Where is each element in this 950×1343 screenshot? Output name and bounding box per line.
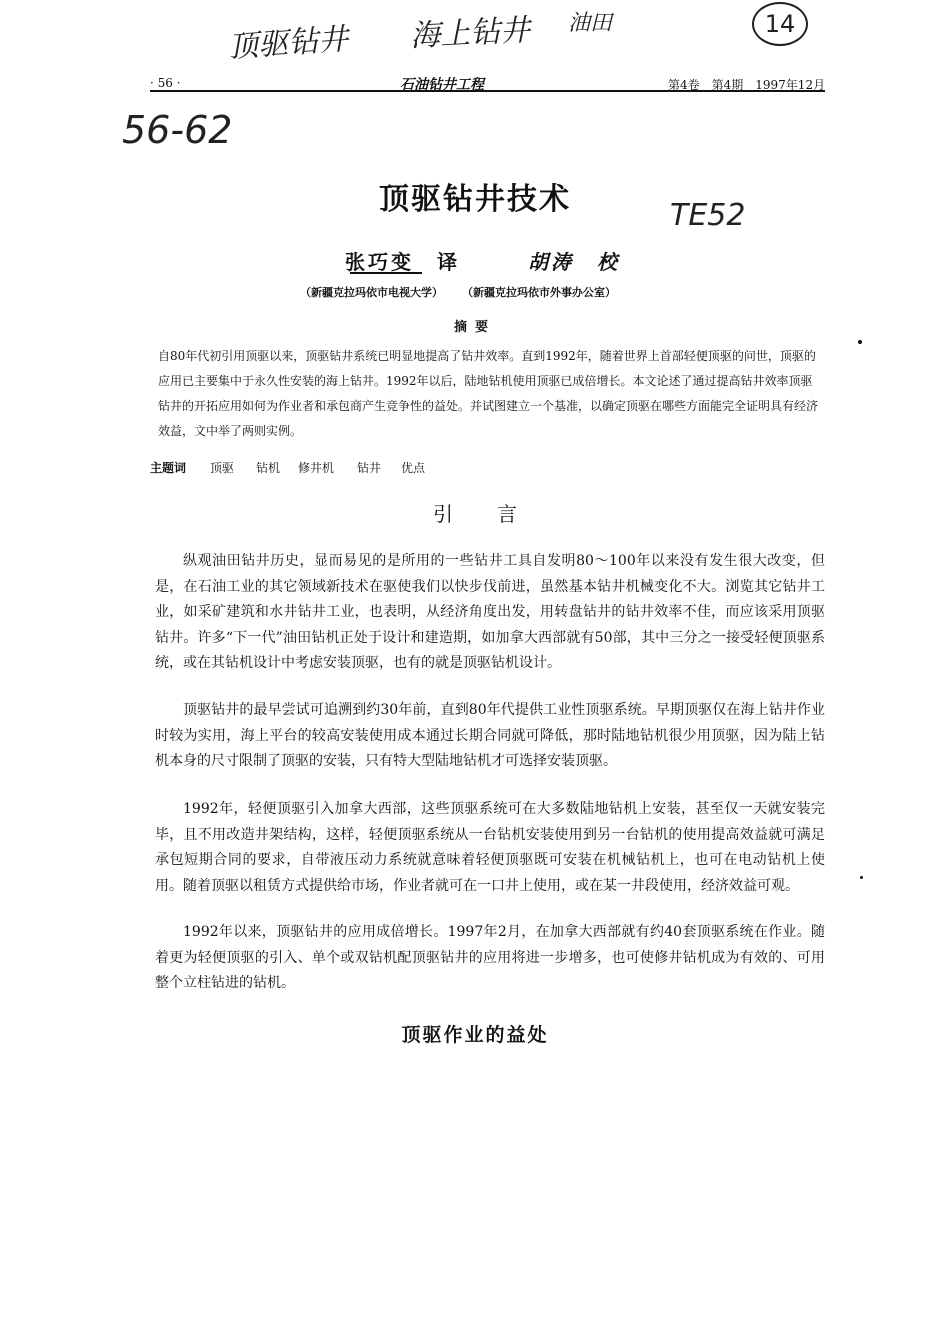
section-heading-benefits: 顶驱作业的益处 [401, 1024, 549, 1046]
handwritten-note-oilfield: 油田 [568, 11, 613, 36]
handwritten-circled-number: 14 [752, 2, 808, 46]
translator-byline: 张巧变 译 [345, 250, 460, 274]
section-heading-intro: 引言 [433, 502, 561, 526]
issue-info: 第4卷 第4期 1997年12月 [668, 78, 826, 92]
handwritten-note-topic: 顶驱钻井 [227, 21, 350, 66]
handwritten-page-range: 56-62 [122, 108, 233, 152]
scan-speck [858, 340, 862, 344]
handwritten-classification: TE52 [670, 198, 746, 233]
byline-underline [350, 272, 422, 274]
abstract-text: 自80年代初引用顶驱以来，顶驱钻井系统已明显地提高了钻井效率。直到1992年，随着世界上首部轻便顶驱的问世，顶驱的应用已主要集中于永久性安装的海上钻井。1992年以后，陆地钻机使用顶驱已成倍增长。本文论述了通过提高钻井效率顶驱钻井的开拓应用如何为作业者和承包商产生竞争性的益处。并试图建立一个基准，以确定顶驱在哪些方面能完全证明具有经济效益，文中举了两则实例。 [158, 349, 819, 438]
keyword: 钻机 [256, 461, 281, 475]
body-paragraph: 1992年，轻便顶驱引入加拿大西部，这些顶驱系统可在大多数陆地钻机上安装，甚至仅一天就安装完毕，且不用改造井架结构，这样，轻便顶驱系统从一台钻机安装使用到另一台钻机的使用提高效益就可满足承包短期合同的要求，自带液压动力系统就意味着轻便顶驱既可安装在机械钻机上，也可在电动钻机上使用。随着顶驱以租赁方式提供给市场，作业者就可在一口井上使用，或在某一井段使用，经济效益可观。 [155, 801, 825, 894]
keyword: 优点 [401, 461, 426, 475]
reviser-affiliation: （新疆克拉玛依市外事办公室） [462, 286, 616, 299]
keyword: 修井机 [298, 461, 335, 475]
keywords-label: 主题词 [150, 461, 187, 475]
body-paragraph: 1992年以来，顶驱钻井的应用成倍增长。1997年2月，在加拿大西部就有约40套顶驱系统在作业。随着更为轻便顶驱的引入、单个或双钻机配顶驱钻井的应用将进一步增多，也可使修井钻机成为有效的、可用整个立柱钻进的钻机。 [155, 924, 825, 991]
article-title: 顶驱钻井技术 [379, 182, 571, 217]
keyword: 钻井 [357, 461, 382, 475]
reviser-byline: 胡涛 校 [528, 250, 620, 274]
handwritten-note-offshore: 海上钻井 [409, 12, 532, 55]
abstract-heading: 摘要 [453, 320, 496, 335]
journal-name: 石油钻井工程 [400, 77, 484, 93]
body-paragraph: 顶驱钻井的最早尝试可追溯到约30年前，直到80年代提供工业性顶驱系统。早期顶驱仅在海上钻井作业时较为实用，海上平台的较高安装使用成本通过长期合同就可降低，那时陆地钻机很少用顶驱，因为陆上钻机本身的尺寸限制了顶驱的安装，只有特大型陆地钻机才可选择安装顶驱。 [155, 702, 825, 769]
header-rule [150, 90, 825, 92]
page-number: · 56 · [150, 76, 181, 90]
translator-affiliation: （新疆克拉玛依市电视大学） [300, 286, 443, 299]
keyword: 顶驱 [210, 461, 235, 475]
body-paragraph: 纵观油田钻井历史，显而易见的是所用的一些钻井工具自发明80～100年以来没有发生很大改变，但是，在石油工业的其它领域新技术在驱使我们以快步伐前进，虽然基本钻井机械变化不大。浏览其它钻井工业，如采矿建筑和水井钻井工业，也表明，从经济角度出发，用转盘钻井的钻井效率不佳，而应该采用顶驱钻井。许多“下一代”油田钻机正处于设计和建造期，如加拿大西部就有50部，其中三分之一接受轻便顶驱系统，或在其钻机设计中考虑安装顶驱，也有的就是顶驱钻机设计。 [155, 553, 825, 671]
scan-speck [860, 876, 863, 879]
